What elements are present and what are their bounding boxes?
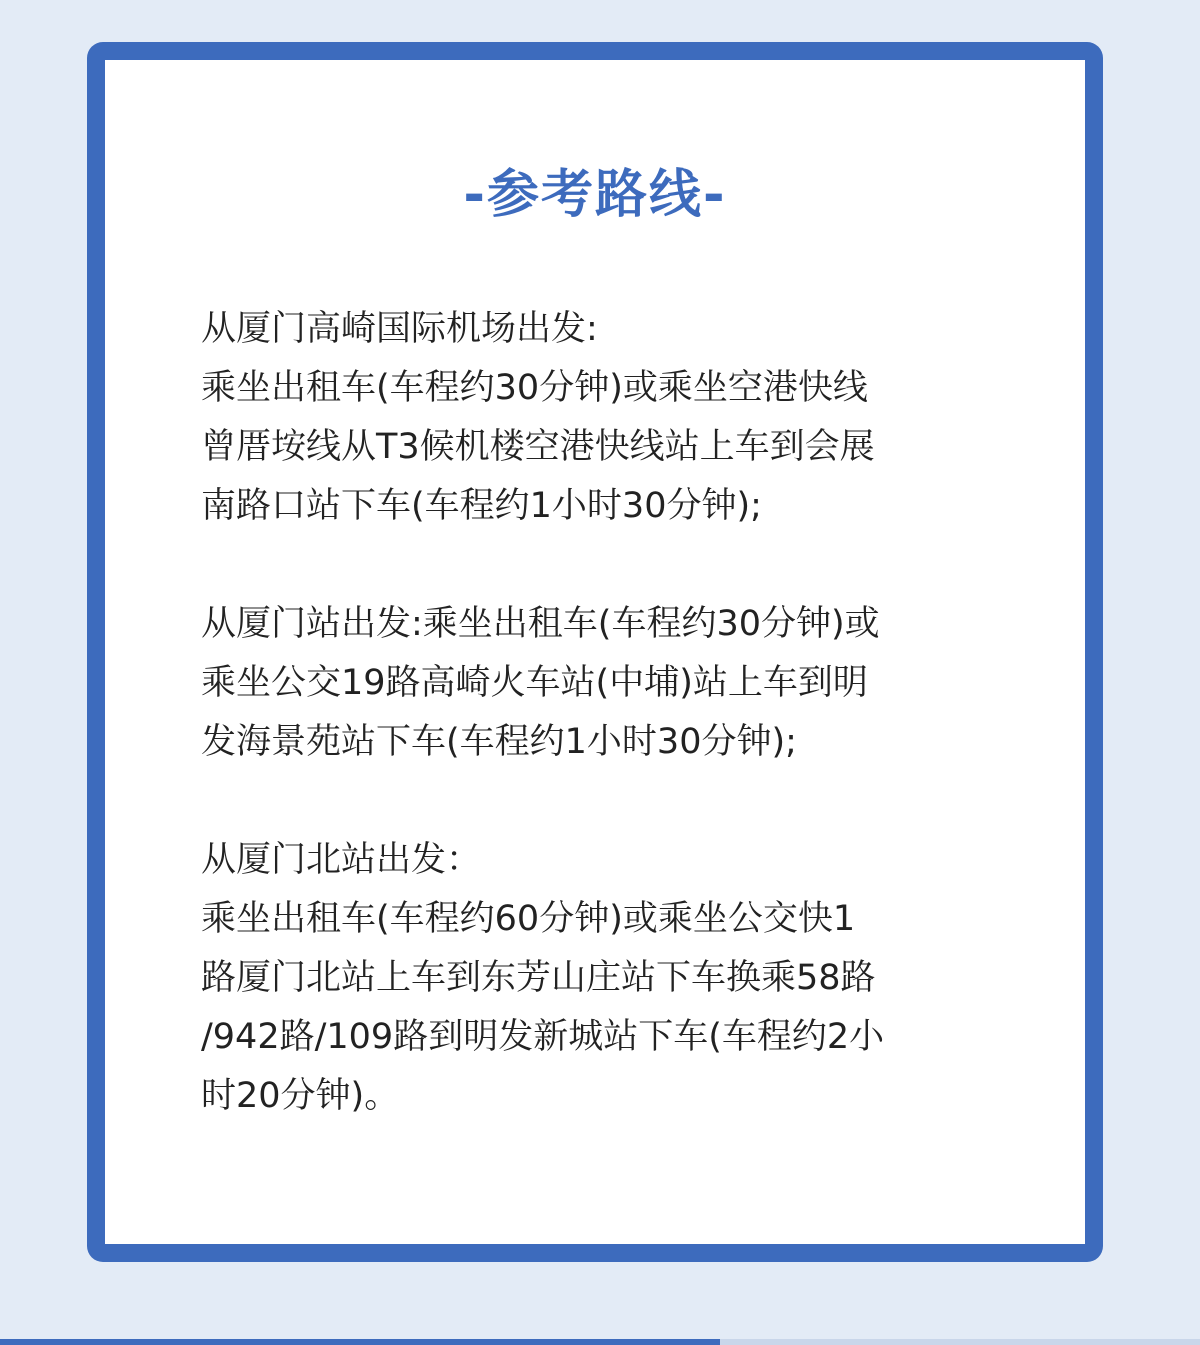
route-line: 乘坐公交19路高崎火车站(中埔)站上车到明 — [201, 663, 868, 703]
route-line: 发海景苑站下车(车程约1小时30分钟); — [201, 722, 797, 762]
route-line: 从厦门高崎国际机场出发: — [201, 309, 598, 349]
route-line: 南路口站下车(车程约1小时30分钟); — [201, 486, 762, 526]
route-line: /942路/109路到明发新城站下车(车程约2小 — [201, 1017, 885, 1057]
scroll-progress-fill — [0, 1339, 720, 1345]
route-line: 从厦门北站出发： — [201, 840, 482, 880]
scroll-progress-bar — [0, 1339, 1200, 1345]
route-line: 乘坐出租车(车程约60分钟)或乘坐公交快1 — [201, 899, 856, 939]
route-section-airport — [201, 300, 1021, 536]
route-line: 路厦门北站上车到东芳山庄站下车换乘58路 — [201, 958, 876, 998]
route-content — [201, 300, 1021, 1185]
route-line: 曾厝垵线从T3候机楼空港快线站上车到会展 — [201, 427, 875, 467]
route-card — [87, 42, 1103, 1262]
route-line: 从厦门站出发:乘坐出租车(车程约30分钟)或 — [201, 604, 880, 644]
route-line: 乘坐出租车(车程约30分钟)或乘坐空港快线 — [201, 368, 868, 408]
route-section-xiamen-north-station — [201, 831, 1021, 1126]
route-line: 时20分钟)。 — [201, 1076, 400, 1116]
route-section-xiamen-station — [201, 595, 1021, 772]
page-title: -参考路线- — [463, 165, 727, 225]
